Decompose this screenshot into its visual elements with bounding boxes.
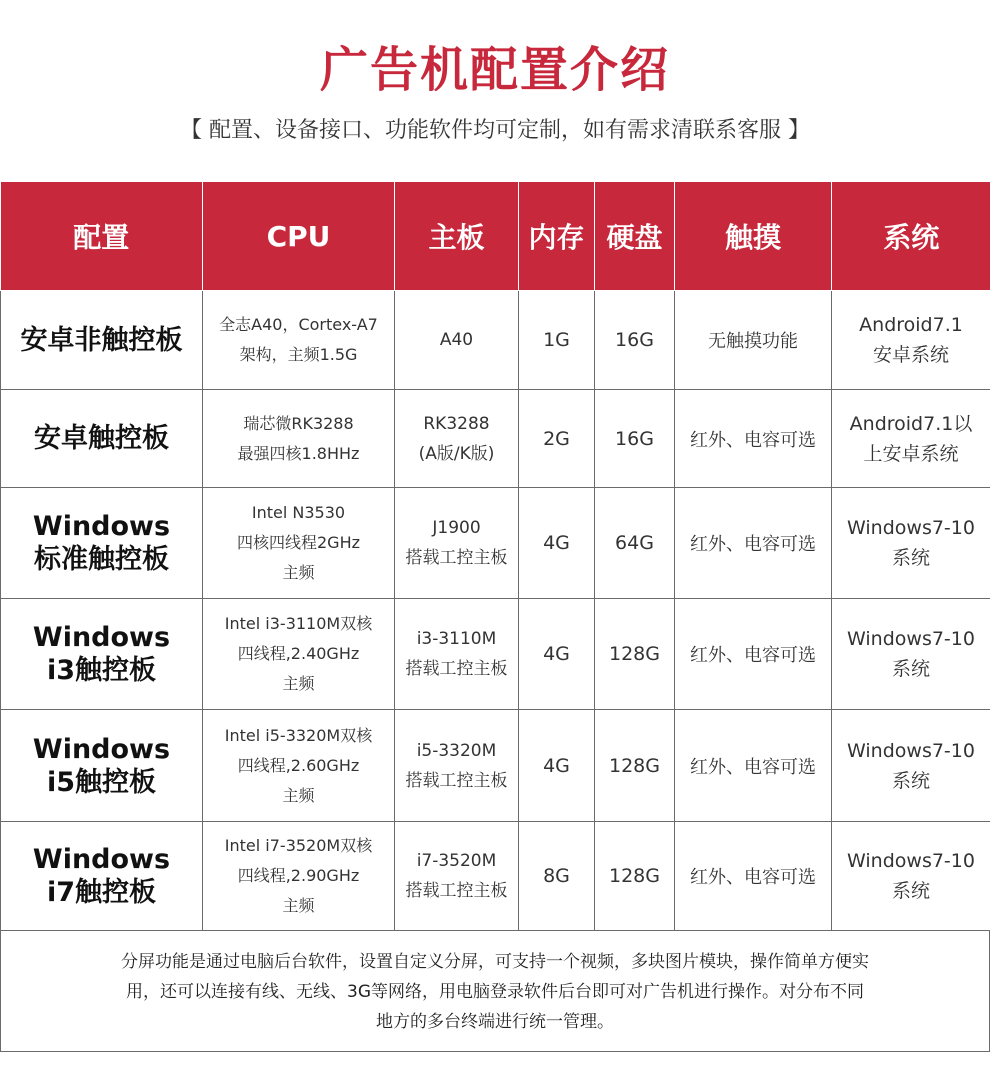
cpu-cell [203, 291, 395, 390]
config-cell [1, 599, 203, 710]
board-cell [395, 710, 519, 822]
memory-cell: 2G [519, 390, 595, 488]
system-cell [832, 291, 990, 390]
header-cpu: CPU [203, 182, 395, 291]
cpu-cell [203, 390, 395, 488]
disk-cell: 128G [595, 822, 675, 931]
config-line: i7触控板 [46, 877, 157, 908]
header-config: 配置 [1, 182, 203, 291]
table-header-row [1, 182, 990, 291]
config-line: 安卓触控板 [34, 423, 169, 454]
cpu-line: 主频 [282, 563, 315, 582]
touch-cell: 红外、电容可选 [675, 710, 832, 822]
cpu-cell [203, 710, 395, 822]
system-line: Android7.1以 [849, 412, 973, 435]
cpu-line: 主频 [282, 896, 315, 915]
config-cell [1, 291, 203, 390]
system-line: Windows7-10 [847, 628, 975, 650]
disk-cell: 16G [595, 291, 675, 390]
touch-cell: 无触摸功能 [675, 291, 832, 390]
board-line: 搭载工控主板 [405, 659, 508, 679]
cpu-line: 四线程,2.60GHz [237, 755, 360, 775]
cpu-line: Intel i7-3520M双核 [224, 836, 373, 855]
footnote-box [0, 931, 990, 1052]
config-cell [1, 710, 203, 822]
config-line: Windows [32, 844, 171, 875]
config-line: i3触控板 [46, 655, 157, 686]
system-cell [832, 822, 990, 931]
table-row [1, 710, 990, 822]
memory-cell: 8G [519, 822, 595, 931]
cpu-line: 瑞芯微RK3288 [243, 413, 354, 433]
board-line: 搭载工控主板 [405, 548, 508, 568]
config-table [0, 182, 990, 931]
disk-cell: 128G [595, 599, 675, 710]
memory-cell: 4G [519, 599, 595, 710]
config-cell [1, 822, 203, 931]
cpu-line: 主频 [282, 674, 315, 693]
footnote-line: 分屏功能是通过电脑后台软件，设置自定义分屏，可支持一个视频，多块图片模块，操作简单方便实 [121, 952, 869, 972]
board-line: (A版/K版) [418, 443, 495, 464]
cpu-line: 主频 [282, 785, 315, 805]
cpu-line: Intel i5-3320M双核 [224, 725, 373, 745]
cpu-cell [203, 822, 395, 931]
touch-cell: 红外、电容可选 [675, 822, 832, 931]
cpu-line: 四核四线程2GHz [236, 533, 360, 552]
board-cell [395, 488, 519, 599]
table-row [1, 822, 990, 931]
memory-cell: 4G [519, 488, 595, 599]
system-line: 上安卓系统 [863, 442, 959, 465]
cpu-line: 最强四核1.8HHz [237, 443, 360, 463]
footnote-text [1, 931, 989, 1037]
header-memory: 内存 [519, 182, 595, 291]
board-line: A40 [439, 330, 474, 350]
system-line: 系统 [891, 547, 930, 569]
header-touch: 触摸 [675, 182, 832, 291]
system-line: Android7.1 [859, 314, 963, 336]
system-cell [832, 710, 990, 822]
disk-cell: 16G [595, 390, 675, 488]
cpu-line: 四线程,2.40GHz [237, 644, 360, 663]
config-line: Windows [32, 511, 171, 542]
system-line: Windows7-10 [847, 517, 975, 539]
config-line: Windows [32, 622, 171, 653]
cpu-line: Intel i3-3110M双核 [224, 614, 373, 633]
system-line: 安卓系统 [872, 344, 949, 366]
board-line: 搭载工控主板 [405, 770, 508, 791]
footnote-line: 地方的多台终端进行统一管理。 [376, 1012, 614, 1032]
board-line: RK3288 [423, 413, 490, 434]
system-cell [832, 390, 990, 488]
touch-cell: 红外、电容可选 [675, 599, 832, 710]
header-system: 系统 [832, 182, 990, 291]
system-line: 系统 [891, 880, 930, 902]
config-line: 安卓非触控板 [20, 324, 183, 356]
footnote-line: 用，还可以连接有线、无线、3G等网络，用电脑登录软件后台即可对广告机进行操作。对分布不同 [126, 982, 864, 1002]
touch-cell: 红外、电容可选 [675, 488, 832, 599]
table-row [1, 390, 990, 488]
header-board: 主板 [395, 182, 519, 291]
system-line: Windows7-10 [847, 739, 975, 762]
touch-cell: 红外、电容可选 [675, 390, 832, 488]
table-row [1, 291, 990, 390]
system-cell [832, 599, 990, 710]
board-line: i5-3320M [416, 740, 497, 761]
cpu-cell [203, 599, 395, 710]
board-cell [395, 822, 519, 931]
board-line: 搭载工控主板 [405, 881, 508, 901]
disk-cell: 64G [595, 488, 675, 599]
memory-cell: 4G [519, 710, 595, 822]
config-cell [1, 488, 203, 599]
board-cell [395, 599, 519, 710]
config-cell [1, 390, 203, 488]
system-cell [832, 488, 990, 599]
board-cell [395, 291, 519, 390]
config-line: Windows [32, 733, 171, 765]
table-row [1, 599, 990, 710]
table-row [1, 488, 990, 599]
page-subtitle: 【 配置、设备接口、功能软件均可定制，如有需求清联系客服 】 [180, 118, 810, 143]
memory-cell: 1G [519, 291, 595, 390]
board-line: i7-3520M [416, 851, 497, 871]
page-title: 广告机配置介绍 [319, 42, 670, 98]
system-line: 系统 [891, 769, 930, 792]
board-line: J1900 [432, 518, 481, 538]
cpu-line: 架构，主频1.5G [239, 345, 358, 364]
board-line: i3-3110M [416, 629, 497, 649]
cpu-line: 四线程,2.90GHz [237, 866, 360, 885]
header-disk: 硬盘 [595, 182, 675, 291]
system-line: 系统 [891, 658, 930, 680]
config-line: 标准触控板 [34, 544, 169, 575]
board-cell [395, 390, 519, 488]
config-line: i5触控板 [46, 766, 157, 798]
system-line: Windows7-10 [847, 850, 975, 872]
cpu-line: Intel N3530 [251, 503, 346, 522]
disk-cell: 128G [595, 710, 675, 822]
cpu-line: 全志A40，Cortex-A7 [219, 315, 378, 334]
cpu-cell [203, 488, 395, 599]
